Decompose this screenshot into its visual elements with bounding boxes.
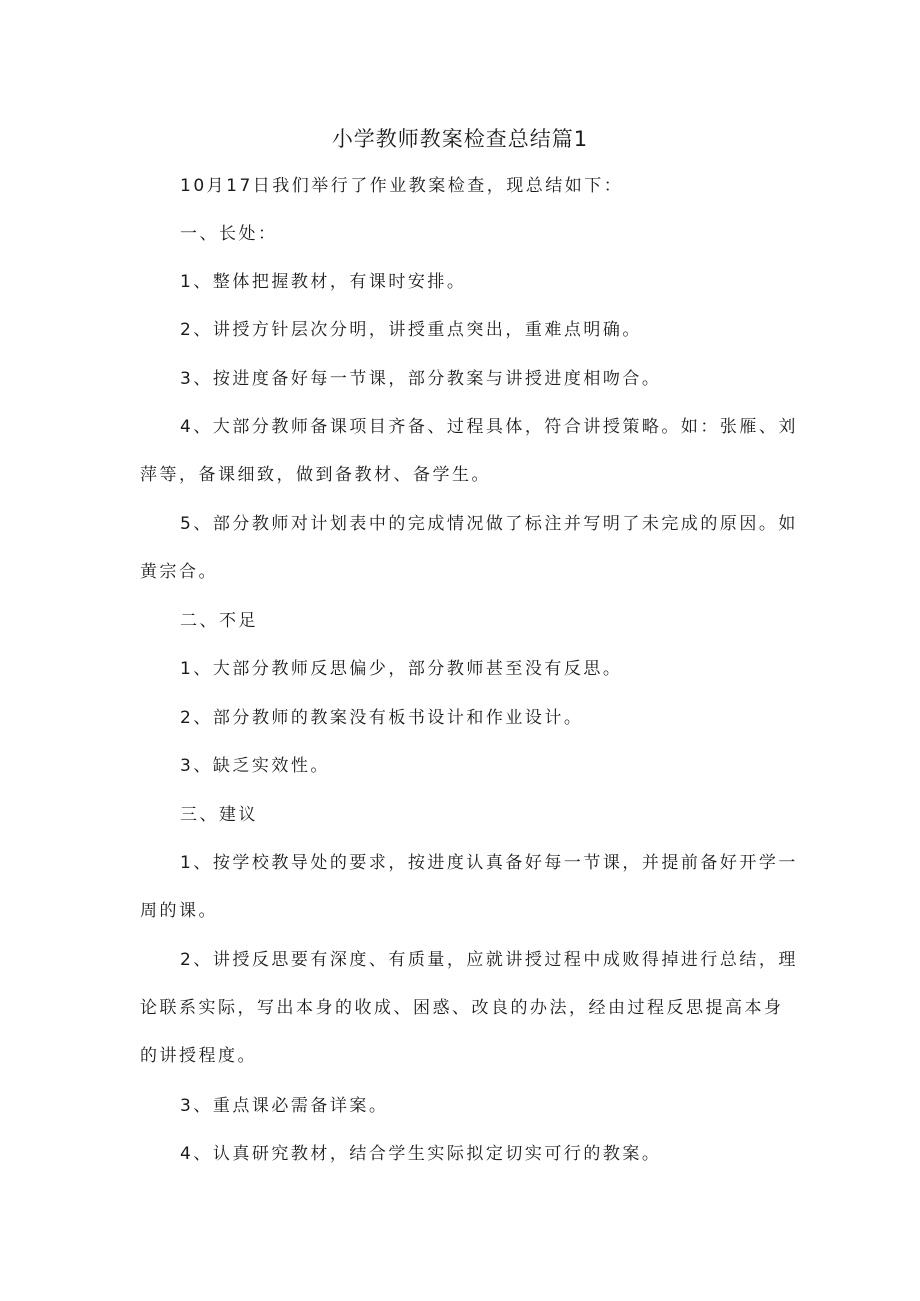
suggestion-item-2: 2、讲授反思要有深度、有质量，应就讲授过程中成败得掉进行总结，理论联系实际，写出本身的收成、困惑、改良的办法，经由过程反思提高本身的讲授程度。 [140,950,798,1066]
strength-item-2: 2、讲授方针层次分明，讲授重点突出，重难点明确。 [180,320,642,340]
suggestion-item-4: 4、认真研究教材，结合学生实际拟定切实可行的教案。 [180,1144,662,1164]
strength-item-1: 1、整体把握教材，有课时安排。 [180,272,467,292]
section-heading-strengths: 一、长处： [180,224,278,244]
strength-item-3: 3、按进度备好每一节课，部分教案与讲授进度相吻合。 [180,369,662,389]
document-title: 小学教师教案检查总结篇1 [331,127,589,151]
weakness-item-3: 3、缺乏实效性。 [180,756,330,776]
strength-item-4: 4、大部分教师备课项目齐备、过程具体，符合讲授策略。如：张雁、刘萍等，备课细致，做到备教材、备学生。 [140,417,798,485]
strength-item-5: 5、部分教师对计划表中的完成情况做了标注并写明了未完成的原因。如黄宗合。 [140,514,798,582]
section-heading-weaknesses: 二、不足 [180,611,258,631]
suggestion-item-1: 1、按学校教导处的要求，按进度认真备好每一节课，并提前备好开学一周的课。 [140,853,798,921]
suggestion-item-3: 3、重点课必需备详案。 [180,1096,389,1116]
weakness-item-1: 1、大部分教师反思偏少，部分教师甚至没有反思。 [180,659,623,679]
section-heading-suggestions: 三、建议 [180,805,258,825]
intro-paragraph: 10月17日我们举行了作业教案检查，现总结如下： [180,176,624,196]
weakness-item-2: 2、部分教师的教案没有板书设计和作业设计。 [180,708,584,728]
